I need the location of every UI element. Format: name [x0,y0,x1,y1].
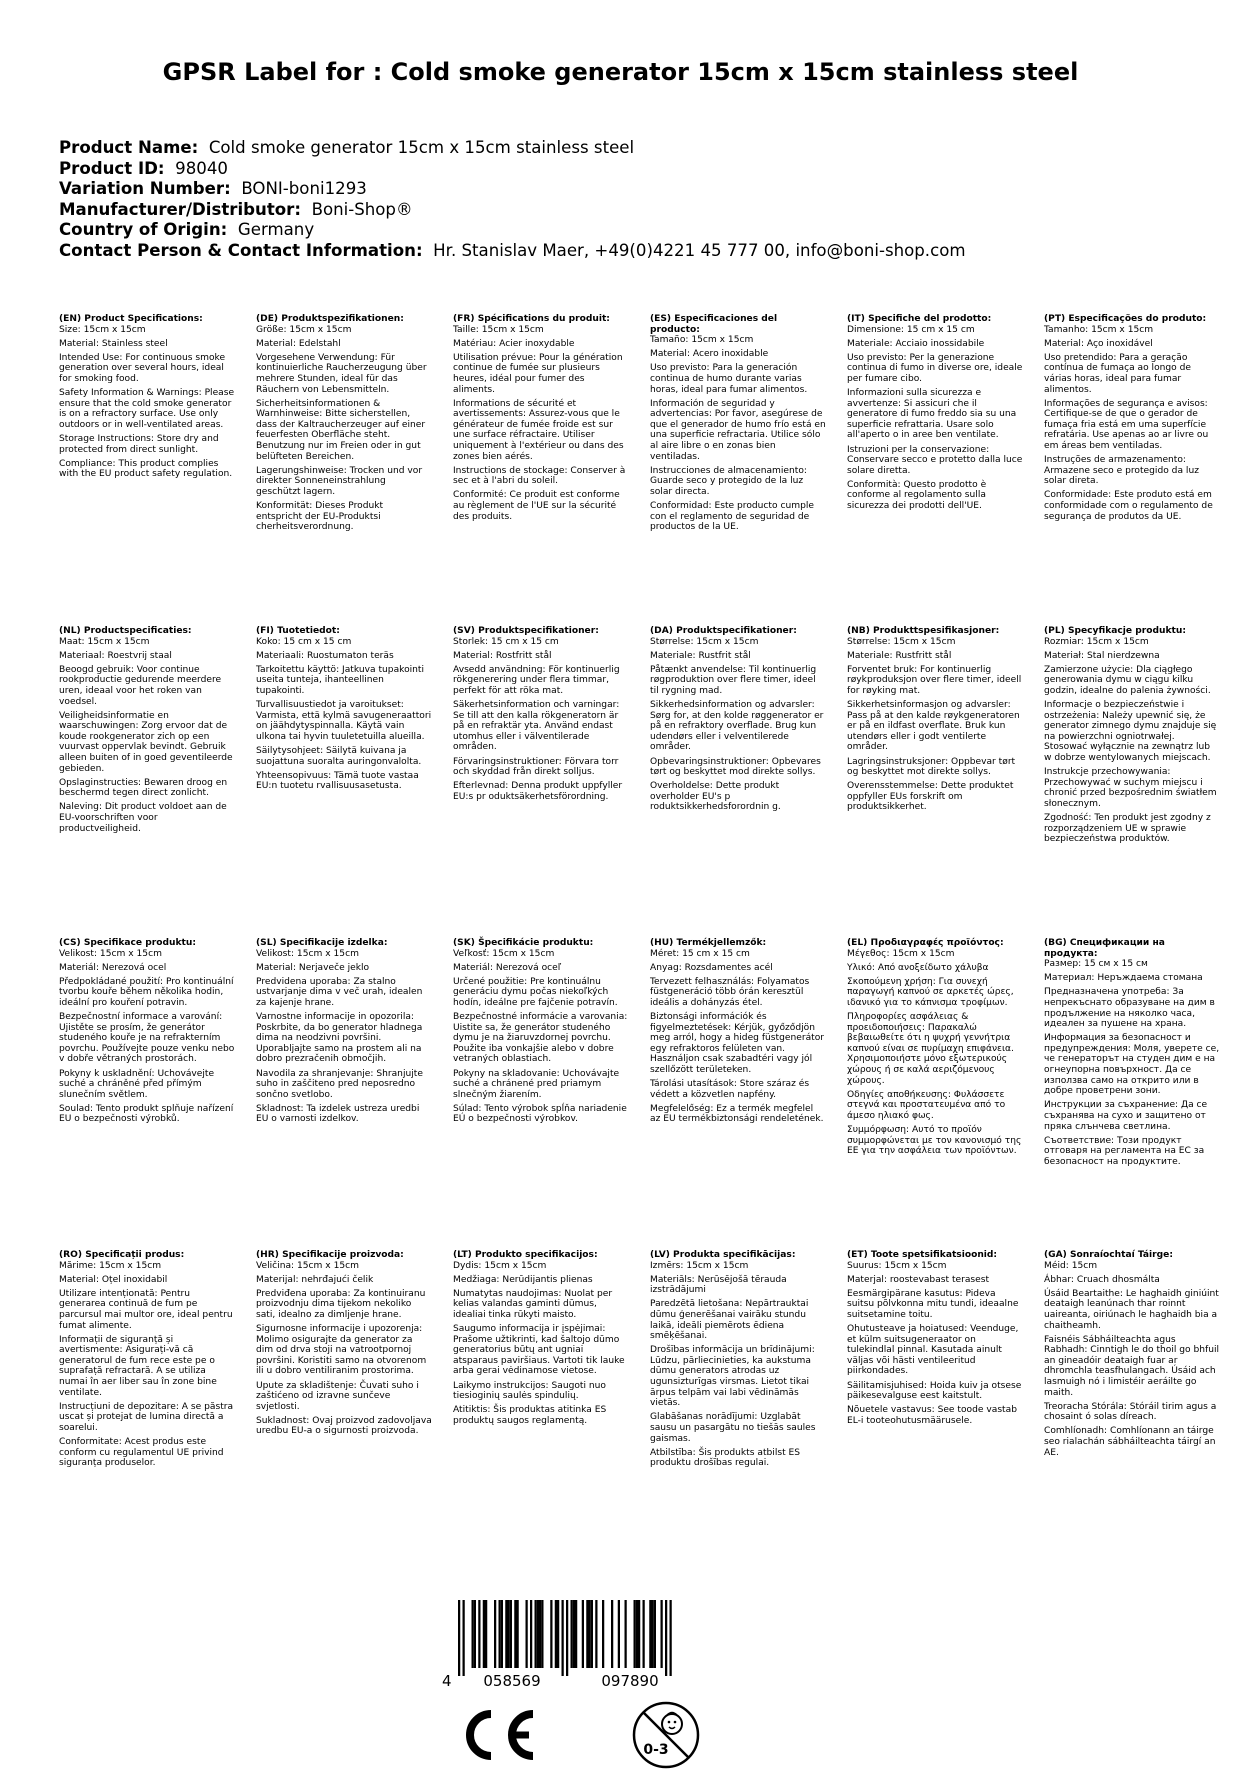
spec-line: Información de seguridad y advertencias: Por favor, asegúrese de que el generador de humo frío está en una superficie refractaria. Utilice sólo al aire libre o en zonas bien ventiladas. [650,398,826,462]
spec-line: Utilisation prévue: Pour la génération continue de fumée sur plusieurs heures, idéal pour fumer des aliments. [453,352,623,395]
spec-line: Informações de segurança e avisos: Certifique-se de que o gerador de fumaça fria está em uma superfície refratária. Use apenas ao ar livre ou em áreas bem ventiladas. [1044,398,1209,452]
spec-line: Overensstemmelse: Dette produktet oppfyller EUs forskrift om produktsikkerhet. [847,781,1014,813]
barcode-bar [618,1600,620,1668]
barcode-bar [638,1600,640,1668]
spec-line: Bezpečnostní informace a varování: Ujistěte se prosím, že generátor studeného kouře je na refrakterním povrchu. Používejte pouze venku nebo v dobře větraných prostorách. [59,1012,235,1065]
spec-line: Turvallisuustiedot ja varoitukset: Varmista, että kylmä savugeneraattori on jäähdytyspinnalla. Käytä vain ulkona tai hyvin tuuletetuilla alueilla. [256,700,432,742]
spec-block-heading: (ET) Toote spetsifikatsioonid: [847,1250,998,1260]
spec-line: Paredzētā lietošana: Nepārtrauktai dūmu ģenerēšanai vairāku stundu laikā, ideāli piemērots ēdiena smēķēšanai. [650,1299,809,1342]
spec-line: Upute za skladištenje: Čuvati suho i zaštićeno od izravne sunčeve svjetlosti. [256,1380,419,1412]
barcode-bar [611,1600,613,1668]
spec-block [256,626,432,795]
ce-mark-icon [455,1710,537,1760]
spec-line: Materiaal: Roestvrij staal [59,650,172,661]
spec-line: Treoracha Stórála: Stóráil tirim agus a chosaint ó solas díreach. [1044,1401,1217,1423]
spec-line: Instruções de armazenamento: Armazene seco e protegido da luz solar direta. [1044,455,1199,487]
spec-line: Sicherheitsinformationen & Warnhinweise: Bitte sicherstellen, dass der Kaltraucherzeuger auf einer feuerfesten Oberfläche steht. Benutzung nur im Freien oder in gut belüfteten Bereichen. [256,398,426,462]
spec-line: Materiale: Rustfritt stål [847,650,952,661]
barcode-lead-digit: 4 [442,1672,452,1690]
spec-line: Ábhar: Cruach dhosmálta [1044,1274,1160,1285]
spec-line: Soulad: Tento produkt splňuje nařízení EU o bezpečnosti výrobků. [59,1103,234,1125]
spec-line: Atitiktis: Šis produktas atitinka ES produktų saugos reglamentą. [453,1405,607,1426]
spec-line: Comhlíonadh: Comhlíonann an táirge seo rialachán sábháilteachta táirgí an AE. [1044,1426,1216,1458]
spec-line: Förvaringsinstruktioner: Förvara torr och skyddad från direkt solljus. [453,756,619,778]
spec-line: Biztonsági információk és figyelmeztetések: Kérjük, győződjön meg arról, hogy a hideg füstgenerátor egy refraktoros felületen van. Használjon csak szabadtéri vagy jól szellőzött területeken. [650,1012,825,1076]
spec-block-heading: (NB) Produkttspesifikasjoner: [847,626,1000,636]
spec-line: Tamaño: 15cm x 15cm [650,335,754,346]
spec-block [453,938,629,1129]
spec-line: Medžiaga: Nerūdijantis plienas [453,1274,593,1285]
spec-block [256,1250,432,1441]
spec-line: Conformité: Ce produit est conforme au règlement de l'UE sur la sécurité des produits. [453,490,620,522]
barcode-bar [458,1600,460,1676]
spec-block-heading: (ES) Especificaciones del producto: [650,314,778,335]
spec-line: Materiale: Rustfrit stål [650,650,751,661]
spec-line: Overholdelse: Dette produkt overholder EU's p roduktsikkerhedsforordnin g. [650,781,781,813]
spec-block [256,938,432,1129]
spec-line: Drošības informācija un brīdinājumi: Lūdzu, pārliecinieties, ka aukstuma dūmu generators atrodas uz ugunsizturīgas virsmas. Lietot tikai ārpus telpām vai labi vēdināmās vietās. [650,1345,815,1409]
spec-block-heading: (BG) Спецификации на продукта: [1044,938,1165,959]
spec-line: Informazioni sulla sicurezza e avvertenze: Si assicuri che il generatore di fumo freddo sia su una superficie refrattaria. Usare solo all'aperto o in aree ben ventilate. [847,388,1017,441]
spec-line: Säilytysohjeet: Säilytä kuivana ja suojattuna suoralta auringonvalolta. [256,745,422,767]
spec-line: Maat: 15cm x 15cm [59,636,150,647]
spec-line: Informations de sécurité et avertissements: Assurez-vous que le générateur de fumée froide est sur une surface réfractaire. Utiliser uniquement à l'extérieur ou dans des zones bien aérés. [453,398,624,462]
barcode-bar [571,1600,573,1668]
spec-line: Zamierzone użycie: Dla ciągłego generowania dymu w ciągu kilku godzin, idealne do palenia żywności. [1044,664,1211,696]
spec-line: Zgodność: Ten produkt jest zgodny z rozporządzeniem UE w sprawie bezpieczeństwa produktów. [1044,813,1211,845]
spec-line: Glabāšanas norādījumi: Uzglabāt sausu un pasargātu no tiešās saules gaismas. [650,1412,816,1444]
spec-line: Megfelelőség: Ez a termék megfelel az EU termékbiztonsági rendeletének. [650,1103,824,1125]
spec-line: Lagerungshinweise: Trocken und vor direkter Sonneneinstrahlung geschützt lagern. [256,465,423,497]
spec-line: Material: Acero inoxidable [650,349,769,360]
info-contact: Contact Person & Contact Information: Hr. Stanislav Maer, +49(0)4221 45 777 00, info@boni-shop.com [59,240,966,260]
spec-line: Размер: 15 см x 15 см [1044,959,1148,970]
spec-line: Yhteensopivuus: Tämä tuote vastaa EU:n tuotetu rvallisuusasetusta. [256,770,419,792]
spec-line: Οδηγίες αποθήκευσης: Φυλάσσετε στεγνά και προστατευμένα από το άμεσο ηλιακό φως. [847,1089,1006,1121]
barcode-bar [582,1600,584,1668]
spec-block-heading: (LV) Produkta specifikācijas: [650,1250,796,1260]
spec-line: Storage Instructions: Store dry and protected from direct sunlight. [59,433,219,455]
spec-line: Istruzioni per la conservazione: Conservare secco e protetto dalla luce solare diretta. [847,444,1023,476]
info-manufacturer: Manufacturer/Distributor: Boni-Shop® [59,199,413,219]
info-variation-number: Variation Number: BONI-boni1293 [59,179,367,198]
spec-line: Conformidade: Este produto está em conformidade com o regulamento de segurança de produtos da UE. [1044,490,1213,522]
barcode-bar [652,1600,654,1668]
spec-line: Conformitate: Acest produs este conform cu regulamentul UE privind siguranța produselor. [59,1437,224,1469]
spec-block-heading: (RO) Specificații produs: [59,1250,185,1260]
spec-line: Информация за безопасност и предупреждения: Моля, уверете се, че генераторът на студен дим е на огнеупорна повърхност. Да се използва само на открито или в добре проветрени зони. [1044,1033,1220,1097]
spec-block-heading: (HU) Termékjellemzők: [650,938,767,948]
spec-line: Rozmiar: 15cm x 15cm [1044,636,1149,647]
spec-line: Bezpečnostné informácie a varovania: Uistite sa, že generátor studeného dymu je na žiaruvzdornej povrchu. Použite iba vonkajšie alebo v dobre vetraných oblastiach. [453,1012,628,1065]
spec-block [59,1250,235,1472]
spec-line: Storlek: 15 cm x 15 cm [453,636,559,647]
barcode-bar [586,1600,588,1668]
spec-line: Taille: 15cm x 15cm [453,324,544,335]
spec-block-heading: (CS) Specifikace produktu: [59,938,196,948]
spec-line: Saugumo informacija ir įspėjimai: Prašome užtikrinti, kad šaltojo dūmo generatorius būtų ant ugniai atsparaus paviršiaus. Vartoti tik lauke arba gerai vėdinamose vietose. [453,1324,625,1377]
spec-line: Material: Oțel inoxidabil [59,1274,168,1285]
spec-line: Matériau: Acier inoxydable [453,338,575,349]
spec-line: Uso pretendido: Para a geração contínua de fumaça ao longo de várias horas, ideal para fumar alimentos. [1044,352,1192,395]
spec-block-heading: (EN) Product Specifications: [59,314,203,324]
spec-block-heading: (EL) Προδιαγραφές προϊόντος: [847,938,1004,948]
barcode-bar [499,1600,501,1668]
spec-line: Conformità: Questo prodotto è conforme al regolamento sulla sicurezza dei prodotti dell'UE. [847,479,987,511]
spec-block-heading: (DE) Produktspezifikationen: [256,314,404,324]
spec-block [650,314,826,536]
spec-line: Skladnost: Ta izdelek ustreza uredbi EU o varnosti izdelkov. [256,1103,420,1125]
spec-line: Varnostne informacije in opozorila: Poskrbite, da bo generator hladnega dima na neodzivni površini. Uporabljajte samo na prostem ali na dobro prezračenih območjih. [256,1012,423,1065]
spec-block [847,1250,1023,1430]
spec-line: Safety Information & Warnings: Please ensure that the cold smoke generator is on a refractory surface. Use only outdoors or in well-ventilated areas. [59,388,235,430]
spec-line: Påtænkt anvendelse: Til kontinuerlig røgproduktion over flere timer, ideel til rygning mad. [650,664,817,696]
spec-line: Sikkerhetsinformasjon og advarsler: Pass på at den kalde røykgeneratoren er på en ildfast overflate. Bruk kun utendørs eller i godt ventilerte områder. [847,700,1020,753]
spec-line: Material: Stainless steel [59,338,168,349]
barcode-bar [508,1600,510,1668]
spec-block [453,626,629,806]
spec-line: Předpokládané použití: Pro kontinuální tvorbu kouře během několika hodin, ideální pro kouření potravin. [59,976,234,1008]
spec-line: Navodila za shranjevanje: Shranjujte suho in zaščiteno pred neposredno sončno svetlobo. [256,1068,423,1100]
spec-block [59,314,235,483]
spec-line: Pokyny k uskladnění: Uchovávejte suché a chráněné před přímým slunečním světlem. [59,1068,215,1100]
spec-block [256,314,432,536]
spec-line: Pokyny na skladovanie: Uchovávajte suché a chránené pred priamym slnečným žiarením. [453,1068,620,1100]
barcode-bar [501,1600,503,1668]
spec-line: Instructions de stockage: Conserver à sec et à l'abri du soleil. [453,465,626,487]
spec-line: Informații de siguranță și avertismente: Asigurați-vă că generatorul de fum rece este pe o suprafață refractară. A se utiliza numai în aer liber sau în zone bine ventilate. [59,1334,217,1398]
spec-line: Avsedd användning: För kontinuerlig rökgenerering under flera timmar, perfekt för att röka mat. [453,664,620,696]
spec-line: Instrukcje przechowywania: Przechowywać w suchym miejscu i chronić przed bezpośrednim światłem słonecznym. [1044,767,1217,809]
spec-line: Naleving: Dit product voldoet aan de EU-voorschriften voor productveiligheid. [59,802,227,834]
spec-line: Материал: Неръждаема стомана [1044,973,1203,984]
barcode-bar [472,1600,474,1668]
spec-block-heading: (SK) Špecifikácie produktu: [453,938,594,948]
spec-line: Eesmärgipärane kasutus: Pideva suitsu põlvkonna mitu tundi, ideaalne suitsetamine toitu. [847,1288,1019,1320]
barcode-bar [575,1600,577,1668]
spec-line: Suurus: 15cm x 15cm [847,1260,947,1271]
spec-line: Инструкции за съхранение: Да се съхранява на сухо и защитено от пряка слънчева светлина. [1044,1100,1208,1132]
barcode-bar [517,1600,519,1668]
spec-line: Tamanho: 15cm x 15cm [1044,324,1154,335]
spec-line: Съответствие: Този продукт отговаря на регламента на ЕС за безопасност на продуктите. [1044,1135,1205,1167]
spec-line: Materiál: Nerezová oceľ [453,962,562,973]
spec-block-heading: (SV) Produktspecifikationer: [453,626,599,636]
barcode-bar [661,1600,663,1668]
spec-line: Numatytas naudojimas: Nuolat per kelias valandas gaminti dūmus, idealiai tinka rūkyti maisto. [453,1288,613,1320]
spec-line: Σκοπούμενη χρήση: Για συνεχή παραγωγή καπνού σε αρκετές ώρες, ιδανικό για το κάπνισμα τροφίμων. [847,976,1014,1008]
age-range-label: 0-3 [643,1742,669,1758]
barcode-bar [539,1600,541,1668]
spec-line: Anyag: Rozsdamentes acél [650,962,773,973]
spec-block-heading: (SL) Specifikacije izdelka: [256,938,388,948]
spec-block [1044,1250,1220,1462]
spec-line: Úsáid Beartaithe: Le haghaidh giniúint deataigh leanúnach thar roinnt uaireanta, oiriúnach le haghaidh bia a chaitheamh. [1044,1288,1219,1331]
spec-line: Material: Rostfritt stål [453,650,552,661]
barcode-bar [526,1600,528,1668]
spec-line: Veľkosť: 15cm x 15cm [453,948,555,959]
spec-line: Materijal: nehrđajući čelik [256,1274,374,1285]
barcode-bar [573,1600,575,1668]
barcode-bar [595,1600,597,1668]
spec-line: Velikost: 15cm x 15cm [59,948,162,959]
spec-block-heading: (PL) Specyfikacje produktu: [1044,626,1186,636]
spec-line: Material: Edelstahl [256,338,341,349]
spec-line: Tervezett felhasználás: Folyamatos füstgeneráció több órán keresztül ideális a dohányzás étel. [650,976,810,1008]
spec-block-heading: (GA) Sonraíochtaí Táirge: [1044,1250,1173,1260]
spec-line: Veiligheidsinformatie en waarschuwingen: Zorg ervoor dat de koude rookgenerator zich op een vuurvast oppervlak bevindt. Gebruik alleen buiten of in goed geventileerde gebieden. [59,710,233,774]
barcode-bar [537,1600,539,1668]
barcode-bar [510,1600,512,1668]
spec-block [847,938,1023,1160]
barcode-bar [665,1600,667,1676]
info-country: Country of Origin: Germany [59,220,315,239]
spec-line: Sukladnost: Ovaj proizvod zadovoljava uredbu EU-a o sigurnosti proizvoda. [256,1415,432,1437]
spec-line: Méid: 15cm [1044,1260,1098,1271]
spec-line: Méret: 15 cm x 15 cm [650,948,750,959]
ean-barcode [436,1598,700,1690]
spec-line: Veličina: 15cm x 15cm [256,1260,360,1271]
spec-line: Dimensione: 15 cm x 15 cm [847,324,975,335]
spec-line: Nõuetele vastavus: See toode vastab EL-i tooteohutusmäärusele. [847,1405,1017,1426]
barcode-bar [494,1600,496,1668]
spec-line: Materiaali: Ruostumaton teräs [256,650,394,661]
spec-line: Instrucțiuni de depozitare: A se păstra uscat și protejat de lumina directă a soarelui. [59,1401,234,1433]
spec-line: Instrucciones de almacenamiento: Guarde seco y protegido de la luz solar directa. [650,465,807,497]
spec-block-heading: (HR) Specifikacije proizvoda: [256,1250,404,1260]
spec-line: Material: Aço inoxidável [1044,338,1153,349]
spec-line: Size: 15cm x 15cm [59,324,146,335]
spec-line: Velikost: 15cm x 15cm [256,948,359,959]
barcode-bar [670,1600,672,1676]
barcode-bar [566,1600,568,1676]
spec-block-heading: (LT) Produkto specifikacijos: [453,1250,598,1260]
spec-line: Konformität: Dieses Produkt entspricht der EU-Produktsi cherheitsverordnung. [256,501,384,533]
barcode-bar [649,1600,651,1668]
spec-line: Dydis: 15cm x 15cm [453,1260,547,1271]
barcode-bar [591,1600,593,1668]
spec-line: Compliance: This product complies with the EU product safety regulation. [59,458,233,480]
barcode-bar [654,1600,656,1668]
spec-block [650,1250,826,1472]
spec-block [650,626,826,817]
spec-line: Laikymo instrukcijos: Saugoti nuo tiesioginių saulės spindulių. [453,1380,606,1402]
spec-line: Súlad: Tento výrobok spĺňa nariadenie EÚ o bezpečnosti výrobkov. [453,1103,627,1125]
spec-line: Beoogd gebruik: Voor continue rookproductie gedurende meerdere uren, ideaal voor het roken van voedsel. [59,664,222,707]
info-product-name: Product Name: Cold smoke generator 15cm x 15cm stainless steel [59,138,635,157]
spec-line: Určené použitie: Pre kontinuálnu generáciu dymu počas niekoľkých hodín, ideálne pre fajčenie potravín. [453,976,618,1008]
spec-line: Uso previsto: Per la generazione continua di fumo in diverse ore, ideale per fumare cibo. [847,352,1023,384]
spec-line: Συμμόρφωση: Αυτό το προϊόν συμμορφώνεται με τον κανονισμό της ΕΕ για την ασφάλεια των προϊόντων. [847,1125,1022,1157]
spec-line: Ohutusteave ja hoiatused: Veenduge, et külm suitsugeneraator on tulekindlal pinnal. Kasutada ainult väljas või hästi ventileeritud piirkondades. [847,1324,1019,1377]
barcode-bar [505,1600,507,1668]
spec-line: Intended Use: For continuous smoke generation over several hours, ideal for smoking food. [59,352,226,384]
spec-line: Größe: 15cm x 15cm [256,324,352,335]
spec-line: Atbilstība: Šis produkts atbilst ES produktu drošības regulai. [650,1447,801,1469]
spec-line: Lagringsinstruksjoner: Oppbevar tørt og beskyttet mot direkte sollys. [847,756,1016,778]
spec-line: Sikkerhedsinformation og advarsler: Sørg for, at den kolde røggenerator er på en refraktory overflade. Brug kun udendørs eller i velventilerede områder. [650,700,824,753]
spec-line: Materjal: roostevabast terasest [847,1274,990,1285]
spec-line: Informacje o bezpieczeństwie i ostrzeżenia: Należy upewnić się, że generator zimnego dymu znajduje się na powierzchni ogniotrwałej. Stosować wyłącznie na zewnątrz lub w dobrze wentylowanych miejscach. [1044,700,1217,764]
barcode-right-digits: 097890 [601,1672,659,1690]
info-product-id: Product ID: 98040 [59,158,228,178]
spec-line: Forventet bruk: For kontinuerlig røykproduksjon over flere timer, ideell for røyking mat. [847,664,1022,696]
spec-block-heading: (FI) Tuotetiedot: [256,626,340,636]
spec-line: Предназначена употреба: За непрекъснато образуване на дим в продължение на няколко часа, идеален за пушене на храна. [1044,987,1215,1030]
barcode-bar [535,1600,537,1668]
spec-line: Säilitamisjuhised: Hoida kuiv ja otsese päikesevalguse eest kaitstult. [847,1380,1022,1402]
not-for-children-0-3-icon [631,1700,701,1770]
spec-line: Efterlevnad: Denna produkt uppfyller EU:s pr oduktsäkerhetsförordning. [453,781,623,802]
spec-line: Sigurnosne informacije i upozorenja: Molimo osigurajte da generator za dim od drva stoji na vatrootpornoj površini. Koristiti samo na otvorenom ili u dobro ventiliranim prostorima. [256,1324,427,1377]
spec-line: Koko: 15 cm x 15 cm [256,636,352,647]
spec-line: Uso previsto: Para la generación continua de humo durante varias horas, ideal para fumar alimentos. [650,363,808,395]
barcode-bar [550,1600,552,1668]
spec-block [1044,314,1220,526]
spec-line: Faisnéis Sábháilteachta agus Rabhadh: Cinntigh le do thoil go bhfuil an gineadóir deataigh fuar ar dhromchla teasfhulangach. Úsáid ach lasmuigh nó i limistéir aeráilte go maith. [1044,1334,1220,1398]
spec-line: Størrelse: 15cm x 15cm [650,636,759,647]
barcode-bar [636,1600,638,1668]
spec-block-heading: (FR) Spécifications du produit: [453,314,610,324]
spec-line: Πληροφορίες ασφάλειας & προειδοποιήσεις: Παρακαλώ βεβαιωθείτε ότι η ψυχρή γεννήτρια καπνού είναι σε πυρίμαχη επιφάνεια. Χρησιμοποιήστε μόνο εξωτερικούς χώρους ή σε καλά αεριζόμενους χώρους. [847,1012,1014,1086]
barcode-bar [643,1600,645,1668]
spec-line: Material: Nerjaveče jeklo [256,962,370,973]
barcode-bar [485,1600,487,1668]
product-info [59,138,966,261]
spec-line: Materiál: Nerezová ocel [59,962,167,973]
page-title: GPSR Label for : Cold smoke generator 15cm x 15cm stainless steel [162,58,1079,86]
barcode-bar [530,1600,532,1668]
spec-line: Υλικό: Από ανοξείδωτο χάλυβα [847,962,989,973]
spec-block-heading: (PT) Especificações do produto: [1044,314,1207,324]
barcode-bar [555,1600,557,1668]
spec-block-heading: (DA) Produktspecifikationer: [650,626,797,636]
spec-line: Predvidena uporaba: Za stalno ustvarjanje dima v več urah, idealen za kajenje hrane. [256,976,423,1008]
spec-block [59,938,235,1129]
barcode-bar [557,1600,559,1668]
spec-block [1044,626,1220,848]
spec-line: Mărime: 15cm x 15cm [59,1260,162,1271]
spec-line: Materiale: Acciaio inossidabile [847,338,985,349]
spec-line: Tarkoitettu käyttö: Jatkuva tupakointi useita tunteja, ihanteellinen tupakointi. [256,664,425,696]
spec-line: Tárolási utasítások: Store száraz és védett a közvetlen napfény. [650,1079,810,1100]
barcode-left-digits: 058569 [483,1672,541,1690]
barcode-bar [483,1600,485,1668]
spec-block [1044,938,1220,1171]
barcode-bar [625,1600,627,1668]
spec-block [453,314,629,526]
barcode-bar [589,1600,591,1668]
spec-block-heading: (NL) Productspecificaties: [59,626,192,636]
spec-block [453,1250,629,1430]
spec-block [847,626,1023,817]
barcode-bar [562,1600,564,1676]
spec-line: Vorgesehene Verwendung: Für kontinuierliche Raucherzeugung über mehrere Stunden, ideal für das Räuchern von Lebensmitteln. [256,352,427,395]
spec-line: Materiał: Stal nierdzewna [1044,650,1160,661]
spec-line: Μέγεθος: 15cm x 15cm [847,948,955,959]
spec-line: Izmērs: 15cm x 15cm [650,1260,749,1271]
spec-block [847,314,1023,515]
spec-line: Opbevaringsinstruktioner: Opbevares tørt og beskyttet mod direkte sollys. [650,756,821,778]
spec-line: Conformidad: Este producto cumple con el reglamento de seguridad de productos de la UE. [650,501,814,533]
barcode-bar [602,1600,604,1668]
spec-block-heading: (IT) Specifiche del prodotto: [847,314,992,324]
spec-line: Materiāls: Nerūsējošā tērauda izstrādājumi [650,1274,787,1296]
barcode-bar [478,1600,480,1668]
spec-line: Opslaginstructies: Bewaren droog en beschermd tegen direct zonlicht. [59,777,228,799]
spec-block [650,938,826,1129]
barcode-bar [474,1600,476,1668]
barcode-bar [463,1600,465,1676]
spec-line: Säkerhetsinformation och varningar: Se till att den kalla rökgeneratorn är på en refraktär yta. Använd endast utomhus eller i välventilerade områden. [453,700,620,753]
spec-line: Størrelse: 15cm x 15cm [847,636,956,647]
spec-line: Utilizare intenționată: Pentru generarea continuă de fum pe parcursul mai multor ore, ideal pentru fumat alimente. [59,1288,233,1331]
barcode-bar [541,1600,543,1668]
spec-block [59,626,235,838]
barcode-bar [634,1600,636,1668]
spec-line: Predviđena uporaba: Za kontinuiranu proizvodnju dima tijekom nekoliko sati, idealno za dimljenje hrane. [256,1288,426,1320]
barcode-bar [514,1600,516,1668]
